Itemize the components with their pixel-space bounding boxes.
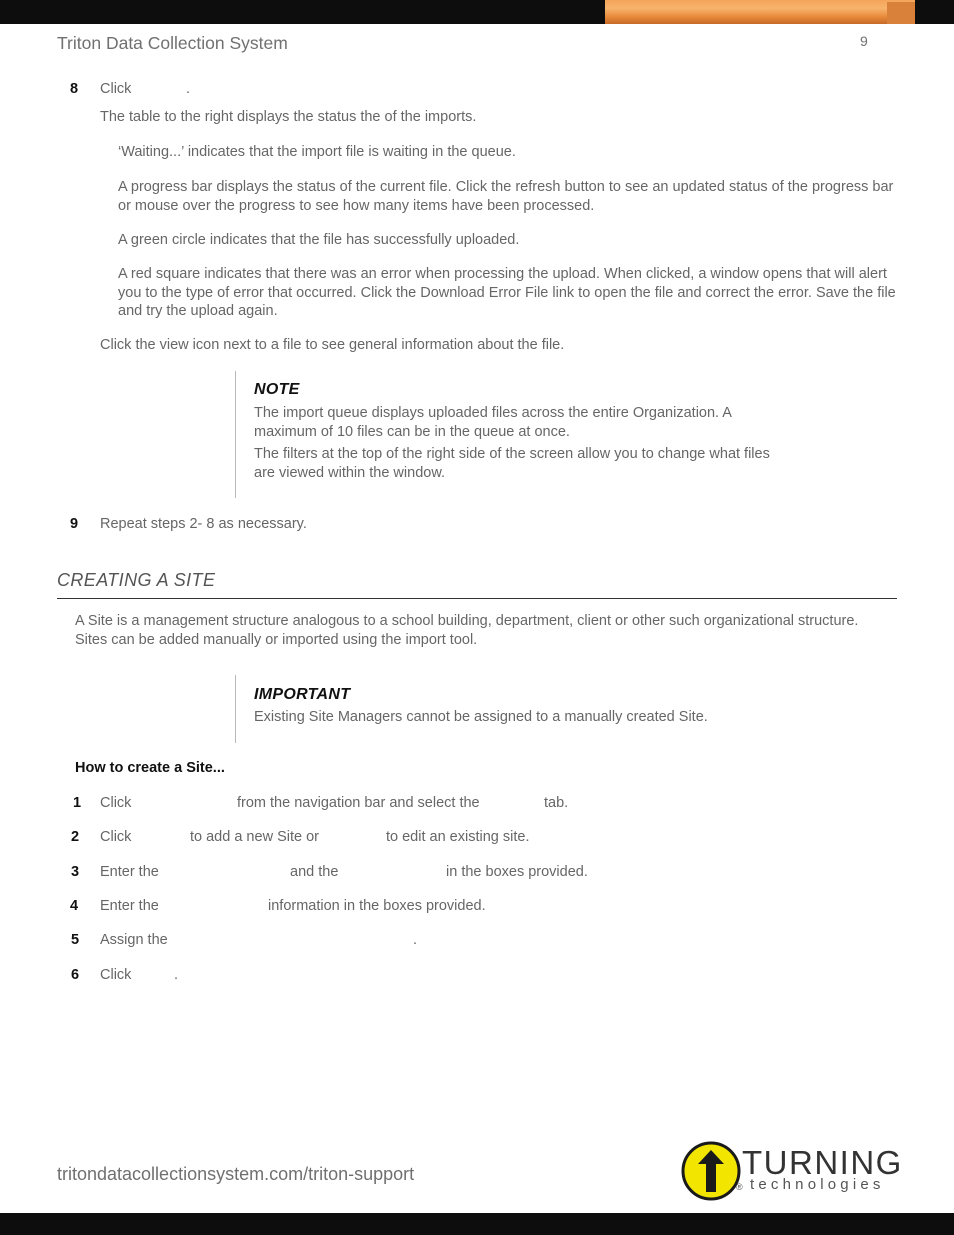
page-number: 9 bbox=[860, 33, 868, 49]
howto-step-6-part-a: Click bbox=[100, 967, 132, 983]
note-line-1: The import queue displays uploaded files across the entire Organization. A maximum of 10 files can be in the queue at once. bbox=[254, 405, 732, 440]
howto-step-5-part-a: Assign the bbox=[100, 932, 168, 948]
section-divider bbox=[57, 598, 897, 599]
howto-step-2-number: 2 bbox=[71, 829, 80, 845]
howto-step-5-part-b: . bbox=[413, 932, 418, 948]
note-line-2: The filters at the top of the right side of the screen allow you to change what files are viewed within the window. bbox=[254, 446, 770, 481]
note-callout-bar bbox=[235, 371, 236, 498]
logo-registered-mark: ® bbox=[736, 1182, 743, 1192]
howto-step-3-number: 3 bbox=[71, 864, 80, 880]
view-icon-note: Click the view icon next to a file to see general information about the file. bbox=[100, 337, 565, 353]
note-heading: NOTE bbox=[254, 381, 300, 398]
howto-step-3-part-b: and the bbox=[290, 864, 339, 880]
howto-step-1-part-b: from the navigation bar and select the bbox=[237, 795, 480, 811]
logo-word: TURNING bbox=[742, 1144, 903, 1181]
howto-step-6-part-b: . bbox=[174, 967, 179, 983]
step-8-intro: The table to the right displays the status the of the imports. bbox=[100, 109, 477, 125]
top-banner bbox=[0, 0, 954, 24]
howto-heading: How to create a Site... bbox=[75, 760, 225, 776]
step-8-click: Click bbox=[100, 81, 132, 97]
important-callout-bar bbox=[235, 675, 236, 743]
important-heading: IMPORTANT bbox=[254, 686, 351, 703]
howto-step-6-number: 6 bbox=[71, 967, 80, 983]
logo-subtitle: technologies bbox=[750, 1176, 885, 1193]
bullet-red-square: A red square indicates that there was an error when processing the upload. When clicked, a window opens that will alert you to the type of error that occurred. Click the Download Error File link to open the file and correct the error. Save the file and try the upload again. bbox=[118, 266, 896, 319]
howto-step-1-number: 1 bbox=[73, 795, 82, 811]
bullet-green-circle: A green circle indicates that the file has successfully uploaded. bbox=[118, 232, 520, 248]
bullet-waiting: ‘Waiting...’ indicates that the import file is waiting in the queue. bbox=[118, 144, 516, 160]
important-text: Existing Site Managers cannot be assigned to a manually created Site. bbox=[254, 709, 708, 725]
step-8-period: . bbox=[186, 81, 191, 97]
top-banner-orange bbox=[605, 0, 915, 24]
section-intro: A Site is a management structure analogous to a school building, department, client or other such organizational structure. Sites can be added manually or imported using the import tool. bbox=[75, 613, 859, 648]
header-title: Triton Data Collection System bbox=[57, 33, 288, 53]
howto-step-5-number: 5 bbox=[71, 932, 80, 948]
bottom-banner bbox=[0, 1213, 954, 1235]
howto-step-4-part-b: information in the boxes provided. bbox=[268, 898, 486, 914]
top-banner-orange-cap bbox=[887, 2, 915, 24]
step-9-text: Repeat steps 2- 8 as necessary. bbox=[100, 516, 307, 532]
howto-step-2-part-a: Click bbox=[100, 829, 132, 845]
section-title: CREATING A SITE bbox=[57, 570, 216, 590]
turning-technologies-logo bbox=[680, 1140, 920, 1202]
howto-step-4-part-a: Enter the bbox=[100, 898, 159, 914]
howto-step-1-part-a: Click bbox=[100, 795, 132, 811]
howto-step-3-part-a: Enter the bbox=[100, 864, 159, 880]
howto-step-2-part-c: to edit an existing site. bbox=[386, 829, 530, 845]
howto-step-2-part-b: to add a new Site or bbox=[190, 829, 319, 845]
bullet-progress-bar: A progress bar displays the status of the current file. Click the refresh button to see an updated status of the progress bar or mouse over the progress to see how many items have been processed. bbox=[118, 179, 894, 214]
step-8-number: 8 bbox=[70, 81, 79, 97]
howto-step-4-number: 4 bbox=[70, 898, 79, 914]
turning-arrow-icon bbox=[680, 1140, 742, 1202]
footer-support-url: tritondatacollectionsystem.com/triton-support bbox=[57, 1164, 415, 1184]
howto-step-3-part-c: in the boxes provided. bbox=[446, 864, 588, 880]
step-9-number: 9 bbox=[70, 516, 79, 532]
howto-step-1-part-c: tab. bbox=[544, 795, 569, 811]
